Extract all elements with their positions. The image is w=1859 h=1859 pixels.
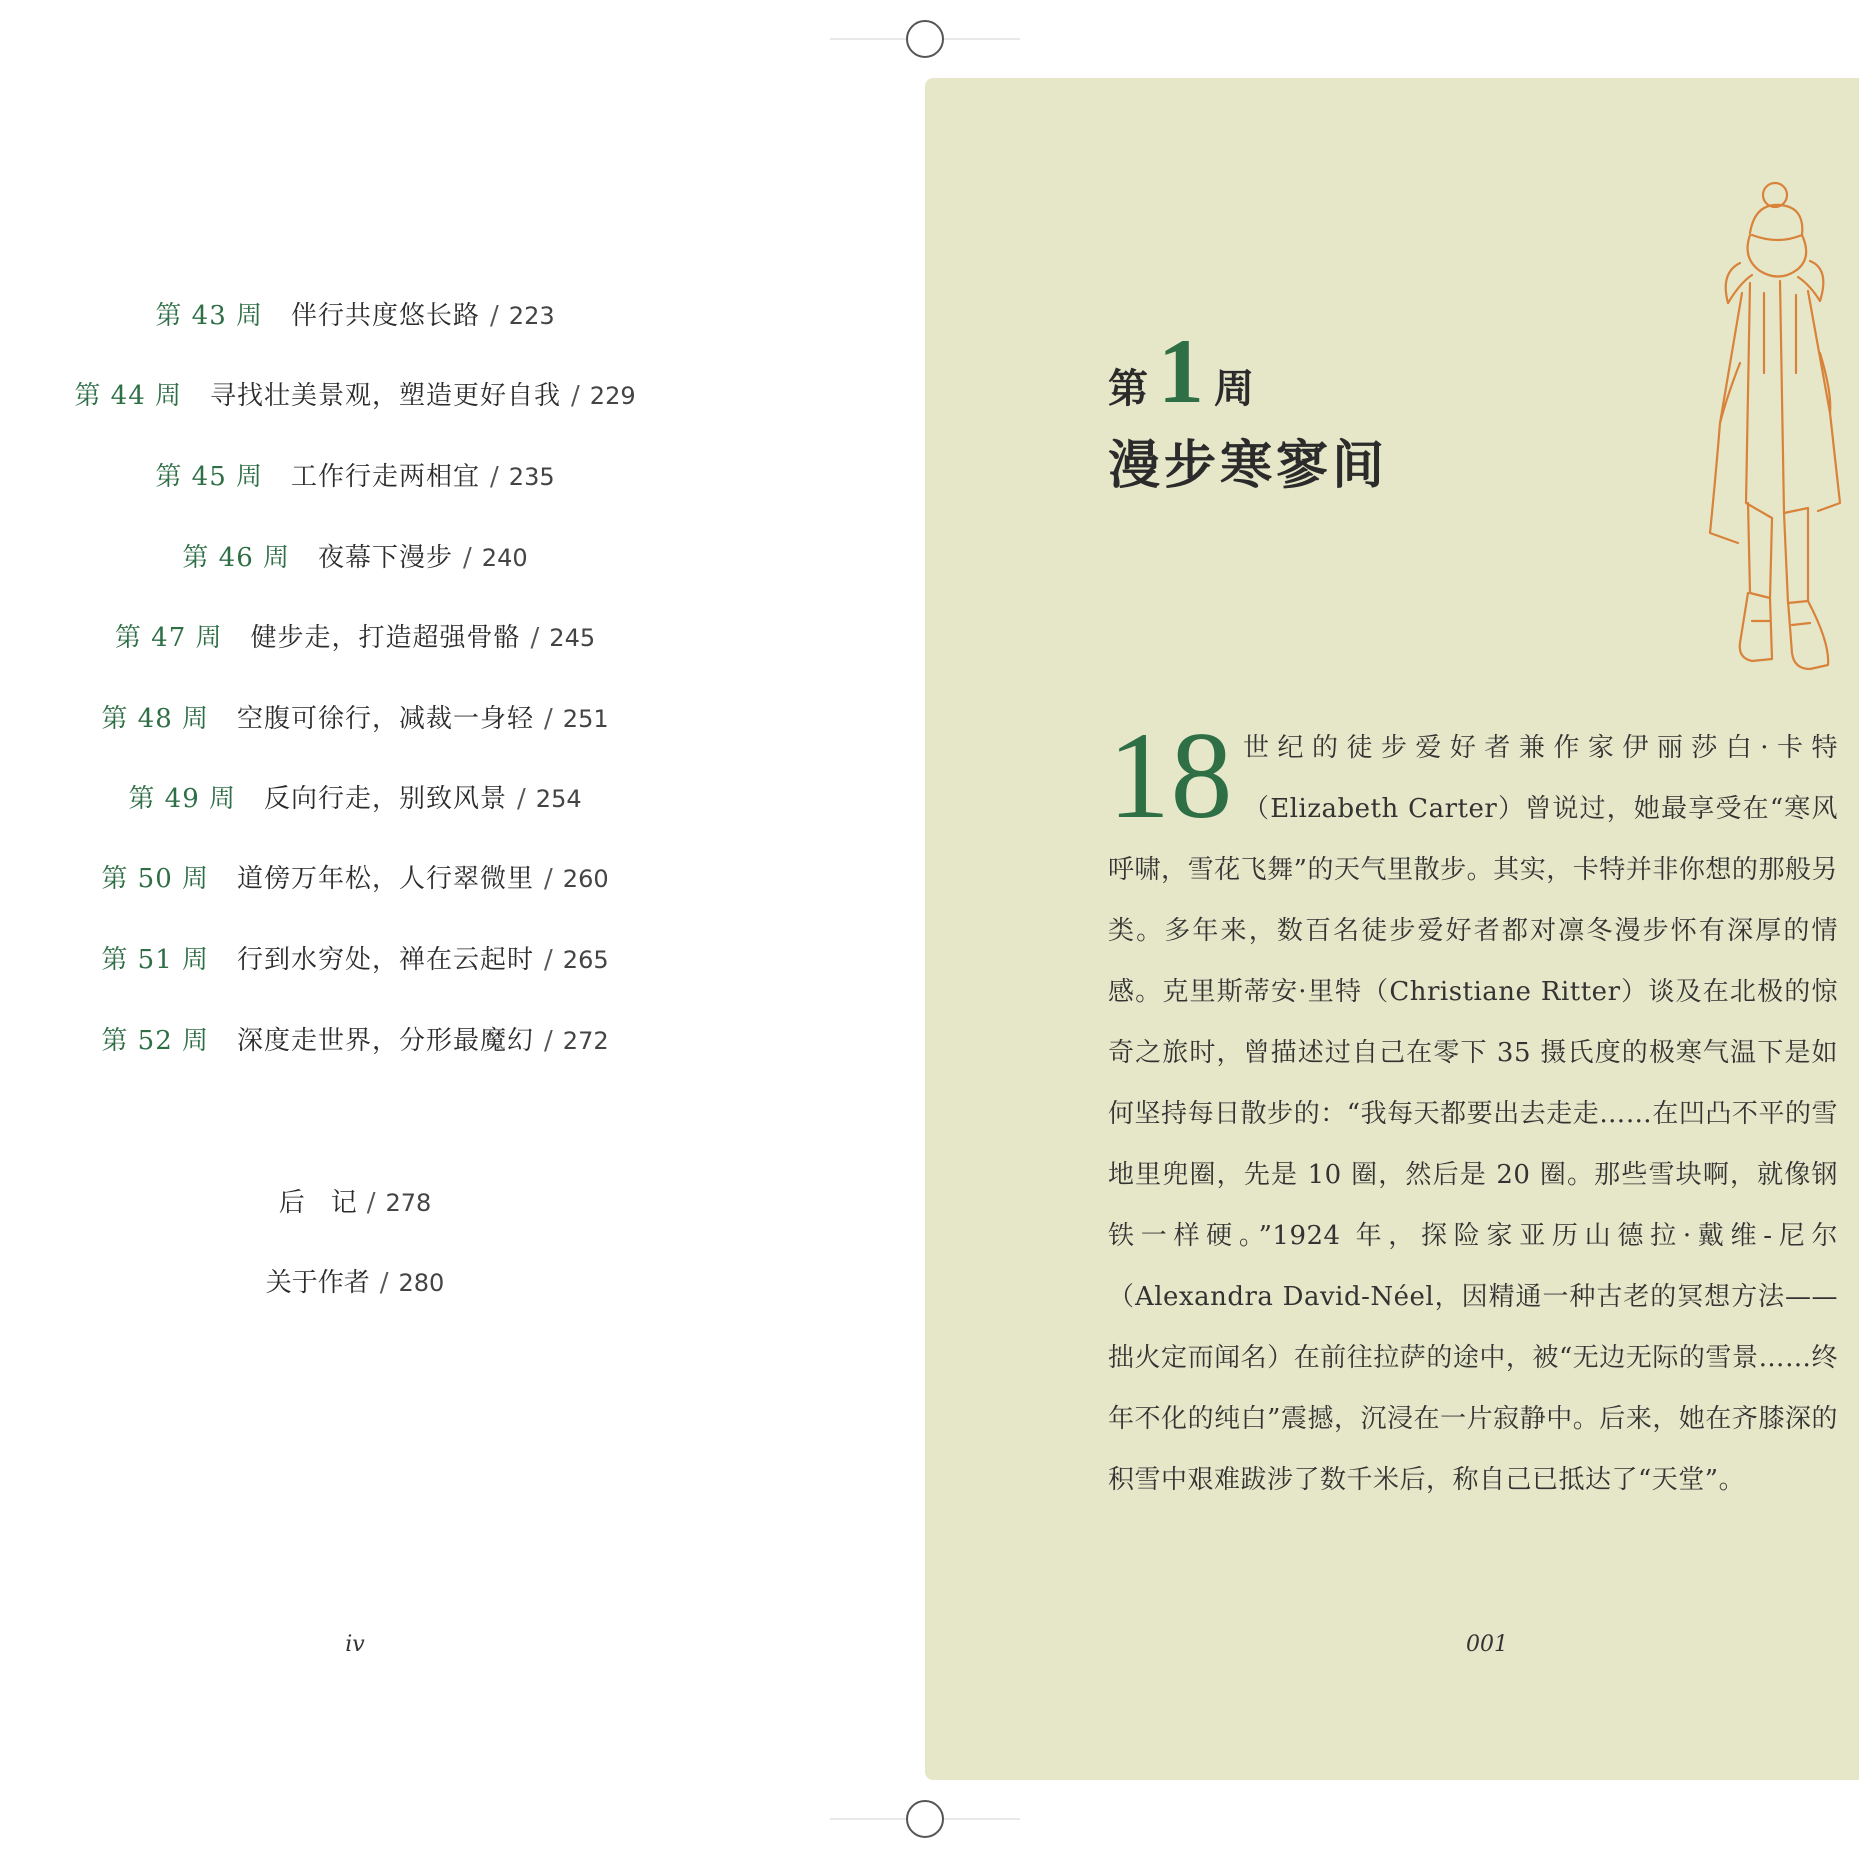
week-prefix: 第 <box>1108 365 1148 412</box>
toc-week: 第 46 周 <box>182 543 291 573</box>
toc-week: 第 43 周 <box>155 301 264 331</box>
toc-page-number: 251 <box>562 705 609 733</box>
toc-title: 工作行走两相宜 <box>291 462 481 492</box>
toc-week: 第 52 周 <box>101 1026 210 1056</box>
drop-cap: 18 <box>1108 707 1233 844</box>
toc-separator: / <box>530 623 540 653</box>
toc-separator: / <box>544 1026 553 1056</box>
walker-illustration-icon <box>1680 173 1859 693</box>
toc-page-number: 254 <box>535 785 582 813</box>
toc-separator: / <box>490 301 499 331</box>
chapter-body <box>1108 707 1838 1511</box>
toc-title: 伴行共度悠长路 <box>291 301 481 331</box>
toc-item-about-author[interactable] <box>0 1262 710 1299</box>
toc-title: 道傍万年松，人行翠微里 <box>237 864 535 894</box>
toc-item[interactable] <box>0 617 710 654</box>
toc-item[interactable] <box>0 698 710 735</box>
toc-item[interactable] <box>0 939 710 976</box>
toc-item[interactable] <box>0 1020 710 1057</box>
toc-separator: / <box>544 704 553 734</box>
toc-title: 后 记 <box>278 1188 357 1218</box>
toc-week: 第 51 周 <box>101 945 210 975</box>
left-page <box>0 0 925 1859</box>
toc-page-number: 280 <box>398 1269 445 1297</box>
week-heading <box>1108 318 1254 424</box>
toc-title: 行到水穷处，禅在云起时 <box>237 945 535 975</box>
toc-item[interactable] <box>0 537 710 574</box>
toc-page-number: 278 <box>385 1189 432 1217</box>
toc-page-number: 265 <box>562 946 609 974</box>
toc-title: 反向行走，别致风景 <box>264 784 508 814</box>
toc-week: 第 49 周 <box>128 784 237 814</box>
toc-week: 第 47 周 <box>114 623 223 653</box>
toc-week: 第 44 周 <box>74 381 183 411</box>
toc-week: 第 50 周 <box>101 864 210 894</box>
toc-page-number: 240 <box>481 544 528 572</box>
toc-separator: / <box>544 864 553 894</box>
chapter-title: 漫步寒寥间 <box>1108 435 1389 496</box>
toc-title: 深度走世界，分形最魔幻 <box>237 1026 535 1056</box>
toc-title: 关于作者 <box>265 1268 370 1298</box>
toc-separator: / <box>517 784 526 814</box>
toc-week: 第 48 周 <box>101 704 210 734</box>
toc-page-number: 229 <box>589 382 636 410</box>
toc-item[interactable] <box>0 456 710 493</box>
toc-title: 寻找壮美景观，塑造更好自我 <box>210 381 562 411</box>
toc-page-number: 272 <box>562 1027 609 1055</box>
right-page <box>925 78 1859 1780</box>
toc-item[interactable] <box>0 295 710 332</box>
toc-page-number: 223 <box>508 302 555 330</box>
toc-separator: / <box>463 543 472 573</box>
toc-item[interactable] <box>0 778 710 815</box>
week-number: 1 <box>1158 320 1204 422</box>
toc-title: 健步走，打造超强骨骼 <box>250 623 521 653</box>
toc-item[interactable] <box>0 375 710 412</box>
right-page-number: 001 <box>1466 1632 1508 1657</box>
toc-title: 夜幕下漫步 <box>318 543 454 573</box>
toc-page-number: 235 <box>508 463 555 491</box>
toc-page-number: 260 <box>562 865 609 893</box>
toc-separator: / <box>490 462 499 492</box>
left-page-number: iv <box>345 1632 365 1657</box>
toc-separator: / <box>544 945 553 975</box>
toc-item[interactable] <box>0 858 710 895</box>
toc-week: 第 45 周 <box>155 462 264 492</box>
toc-page-number: 245 <box>549 624 596 652</box>
toc-separator: / <box>379 1268 389 1298</box>
toc-separator: / <box>366 1188 376 1218</box>
toc-title: 空腹可徐行，减裁一身轻 <box>237 704 535 734</box>
week-suffix: 周 <box>1214 365 1254 412</box>
toc-separator: / <box>571 381 580 411</box>
body-text: 世纪的徒步爱好者兼作家伊丽莎白·卡特（Elizabeth Carter）曾说过，她最享受在“寒风呼啸，雪花飞舞”的天气里散步。其实，卡特并非你想的那般另类。多年来，数百名徒步爱好者都对凛冬漫步怀有深厚的情感。克里斯蒂安·里特（Christiane Ritter）谈及在北极的惊奇之旅时，曾描述过自己在零下 35 摄氏度的极寒气温下是如何坚持每日散步的：“我每天都要出去走走……在凹凸不平的雪地里兜圈，先是 10 圈，然后是 20 圈。那些雪块啊，就像钢铁一样硬。”1924 年，探险家亚历山德拉·戴维-尼尔（Alexandra David-Néel，因精通一种古老的冥想方法——拙火定而闻名）在前往拉萨的途中，被“无边无际的雪景……终年不化的纯白”震撼，沉浸在一片寂静中。后来，她在齐膝深的积雪中艰难跋涉了数千米后，称自己已抵达了“天堂”。 <box>1108 733 1838 1495</box>
toc-item-afterword[interactable] <box>0 1182 710 1219</box>
